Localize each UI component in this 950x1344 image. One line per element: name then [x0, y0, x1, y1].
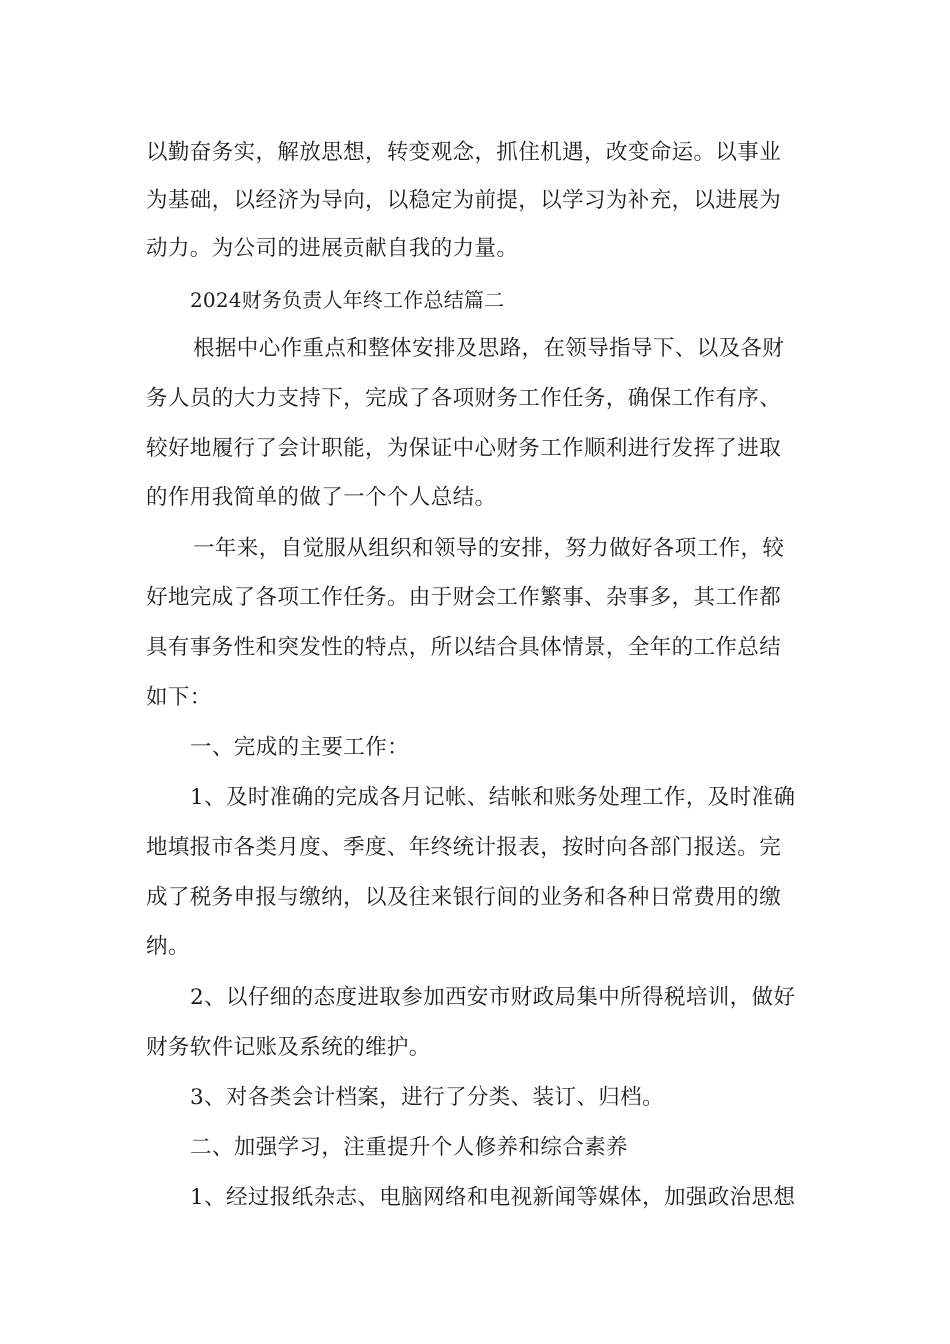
text-line: 成了税务申报与缴纳，以及往来银行间的业务和各种日常费用的缴: [146, 885, 782, 910]
text-line: 具有事务性和突发性的特点，所以结合具体情景，全年的工作总结: [146, 635, 782, 660]
section-title: 2024财务负责人年终工作总结篇二: [190, 288, 505, 312]
text-line: 1、经过报纸杂志、电脑网络和电视新闻等媒体，加强政治思想: [190, 1185, 796, 1210]
text-line: 1、及时准确的完成各月记帐、结帐和账务处理工作，及时准确: [190, 785, 796, 810]
section-heading: 二、加强学习，注重提升个人修养和综合素养: [190, 1135, 629, 1160]
text-line: 根据中心作重点和整体安排及思路，在领导指导下、以及各财: [193, 336, 785, 361]
text-line: 财务软件记账及系统的维护。: [146, 1035, 431, 1060]
text-line: 纳。: [146, 934, 190, 959]
text-line: 一年来，自觉服从组织和领导的安排，努力做好各项工作，较: [193, 536, 785, 561]
text-line: 务人员的大力支持下，完成了各项财务工作任务，确保工作有序、: [146, 386, 782, 411]
text-line: 动力。为公司的进展贡献自我的力量。: [146, 236, 519, 261]
text-line: 2、以仔细的态度进取参加西安市财政局集中所得税培训，做好: [190, 985, 796, 1010]
text-line: 如下：: [146, 685, 212, 710]
text-line: 好地完成了各项工作任务。由于财会工作繁事、杂事多，其工作都: [146, 585, 782, 610]
section-heading: 一、完成的主要工作：: [190, 735, 410, 760]
text-line: 的作用我简单的做了一个个人总结。: [146, 485, 497, 510]
text-line: 3、对各类会计档案，进行了分类、装订、归档。: [190, 1085, 664, 1110]
text-line: 地填报市各类月度、季度、年终统计报表，按时向各部门报送。完: [146, 835, 782, 860]
text-line: 以勤奋务实，解放思想，转变观念，抓住机遇，改变命运。以事业: [146, 140, 782, 165]
text-line: 为基础，以经济为导向，以稳定为前提，以学习为补充，以进展为: [146, 188, 782, 213]
text-line: 较好地履行了会计职能，为保证中心财务工作顺利进行发挥了进取: [146, 436, 782, 461]
